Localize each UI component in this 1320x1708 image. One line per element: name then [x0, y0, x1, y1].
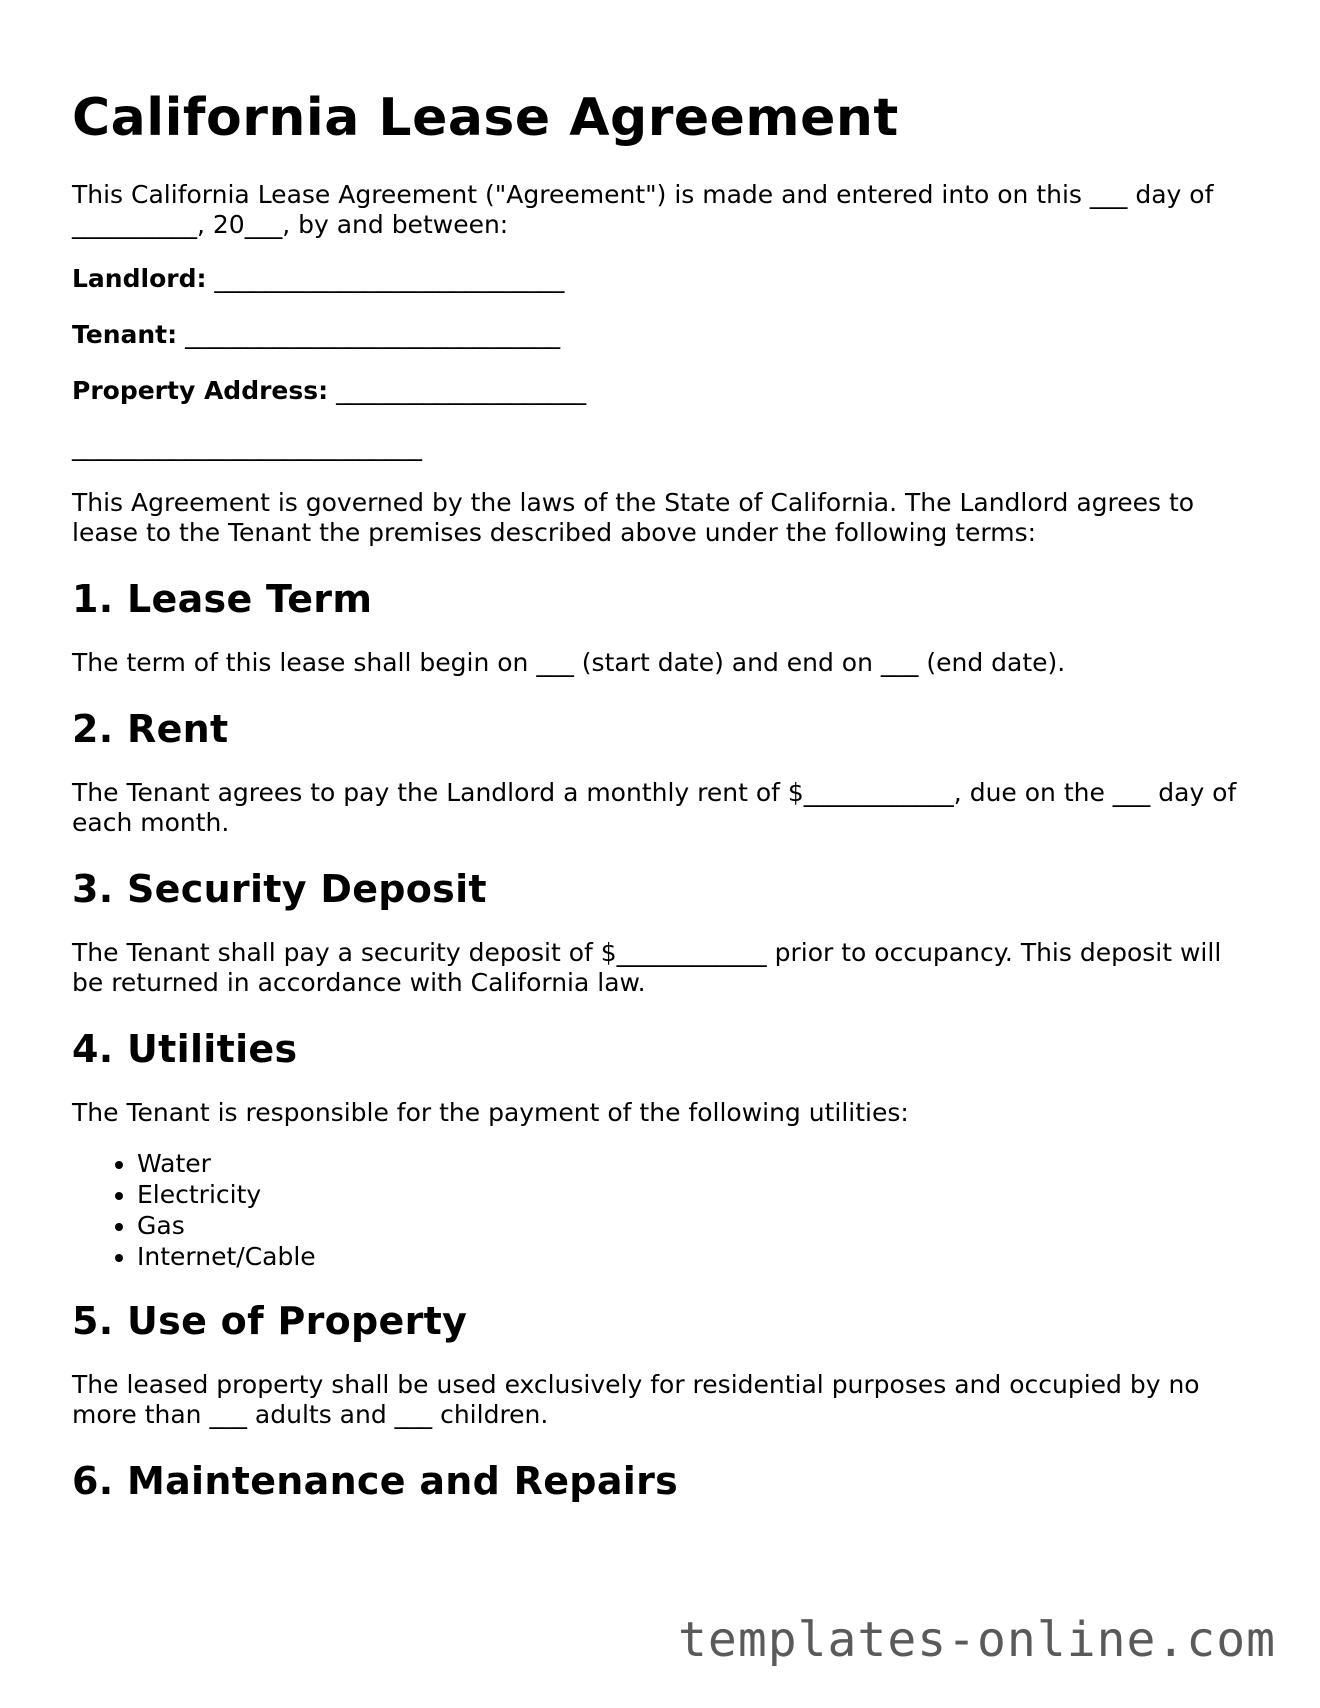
landlord-label: Landlord:: [72, 264, 207, 293]
property-address-field: [72, 376, 1252, 406]
section-body-utilities: The Tenant is responsible for the payment of the following utilities:: [72, 1098, 909, 1127]
lease-document: [72, 88, 1252, 1504]
list-item: • Electricity: [137, 1179, 1252, 1210]
property-address-label: Property Address:: [72, 376, 329, 405]
list-item: • Internet/Cable: [137, 1241, 1252, 1272]
section-body-security-deposit: The Tenant shall pay a security deposit of $____________ prior to occupancy. This deposit will be returned in accordance with California law.: [72, 938, 1222, 997]
section-heading-lease-term: 1. Lease Term: [72, 577, 373, 621]
tenant-blank: ______________________________: [185, 320, 561, 349]
section-heading-use-of-property: 5. Use of Property: [72, 1299, 468, 1343]
section-heading-rent: 2. Rent: [72, 707, 229, 751]
list-item: • Gas: [137, 1210, 1252, 1241]
section-body-use-of-property: The leased property shall be used exclusively for residential purposes and occupied by no more than ___ adults and ___ children.: [72, 1370, 1200, 1429]
tenant-field: [72, 320, 1252, 350]
section-heading-utilities: 4. Utilities: [72, 1027, 298, 1071]
utilities-list: [72, 1148, 1252, 1272]
tenant-label: Tenant:: [72, 320, 178, 349]
watermark: templates-online.com: [678, 1612, 1276, 1668]
intro-paragraph: This California Lease Agreement ("Agreement") is made and entered into on this ___ day of __________, 20___, by and between:: [72, 180, 1214, 239]
property-address-blank: ____________________: [336, 376, 587, 405]
landlord-blank: ____________________________: [214, 264, 565, 293]
list-item: • Water: [137, 1148, 1252, 1179]
section-body-lease-term: The term of this lease shall begin on ___ (start date) and end on ___ (end date).: [72, 648, 1066, 677]
property-address-second-line: ____________________________: [72, 432, 422, 461]
document-title: California Lease Agreement: [72, 88, 899, 148]
section-body-rent: The Tenant agrees to pay the Landlord a monthly rent of $____________, due on the ___ day of each month.: [72, 778, 1237, 837]
governing-law-paragraph: This Agreement is governed by the laws of the State of California. The Landlord agrees to lease to the Tenant the premises described above under the following terms:: [72, 488, 1195, 547]
section-heading-security-deposit: 3. Security Deposit: [72, 867, 487, 911]
landlord-field: [72, 264, 1252, 294]
section-heading-maintenance: 6. Maintenance and Repairs: [72, 1459, 679, 1503]
